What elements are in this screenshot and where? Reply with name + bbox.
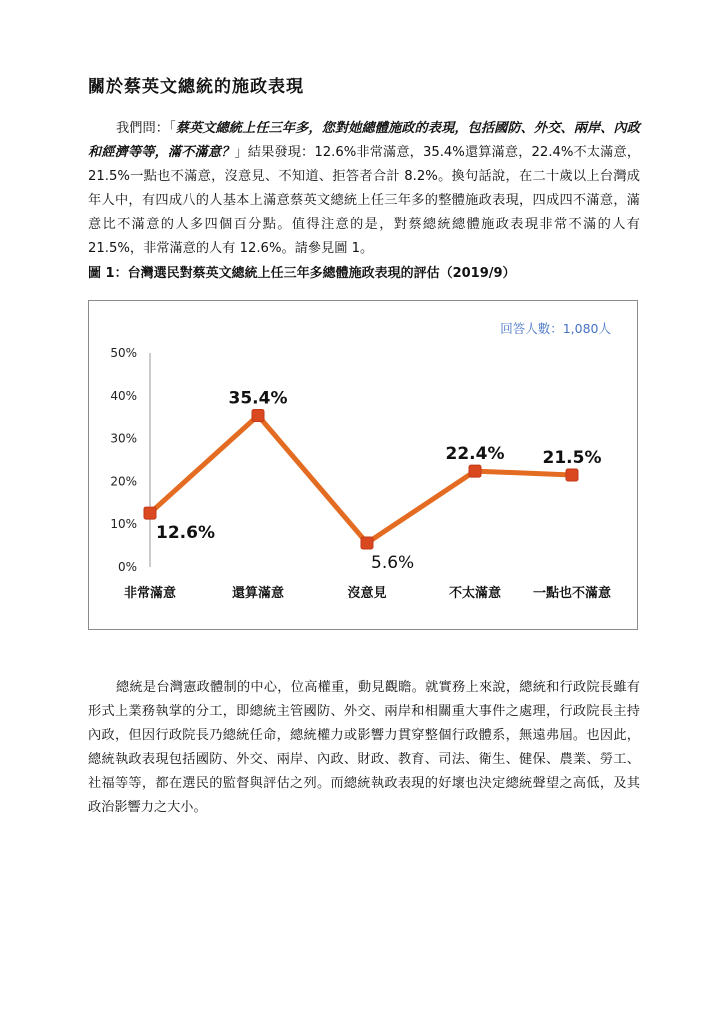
line-chart <box>89 301 637 629</box>
data-point <box>252 409 264 421</box>
data-point <box>566 469 578 481</box>
paragraph-1-rest: 」結果發現：12.6%非常滿意，35.4%還算滿意，22.4%不太滿意，21.5%一點也不滿意，沒意見、不知道、拒答者合計 8.2%。換句話說，在二十歲以上台灣成年人中，有四成八的人基本上滿意蔡英文總統上任三年多的整體施政表現，四成四不滿意，滿意比不滿意的人多四個百分點。值得注意的是，對蔡總統總體施政表現非常不滿的人有 21.5%，非常滿意的人有 12.6%。請參見圖 1。 <box>88 145 641 256</box>
y-tick-label: 20% <box>110 474 137 489</box>
paragraph-1-lead: 我們問：「 <box>116 121 176 136</box>
paragraph-2: 總統是台灣憲政體制的中心，位高權重，動見觀瞻。就實務上來說，總統和行政院長雖有形式上業務執掌的分工，即總統主管國防、外交、兩岸和相關重大事件之處理，行政院長主持內政，但因行政院長乃總統任命，總統權力或影響力貫穿整個行政體系，無遠弗屆。也因此，總統執政表現包括國防、外交、兩岸、內政、財政、教育、司法、衛生、健保、農業、勞工、社福等等，都在選民的監督與評估之列。而總統執政表現的好壞也決定總統聲望之高低，及其政治影響力之大小。 <box>88 680 640 815</box>
data-point <box>144 507 156 519</box>
x-category-label: 非常滿意 <box>123 586 177 601</box>
respondent-count-note: 回答人數：1,080人 <box>500 321 611 336</box>
x-category-label: 一點也不滿意 <box>532 586 612 601</box>
data-label: 22.4% <box>445 444 505 465</box>
x-category-label: 沒意見 <box>347 586 387 601</box>
data-label: 35.4% <box>228 388 288 409</box>
page-title: 關於蔡英文總統的施政表現 <box>88 77 304 97</box>
y-tick-label: 10% <box>110 517 137 532</box>
y-tick-label: 50% <box>110 346 137 360</box>
data-label: 5.6% <box>371 553 415 574</box>
data-label: 21.5% <box>542 447 602 468</box>
chart-container <box>88 300 638 630</box>
data-label: 12.6% <box>156 523 215 544</box>
data-point <box>361 537 373 549</box>
survey-question: 蔡英文總統上任三年多，您對她總體施政的表現，包括國防、外交、兩岸、內政和經濟等等，滿不滿意？ <box>88 121 640 160</box>
y-tick-label: 0% <box>117 560 137 574</box>
x-category-label: 還算滿意 <box>231 586 285 601</box>
y-tick-label: 40% <box>110 388 137 403</box>
x-category-label: 不太滿意 <box>448 586 502 601</box>
figure-caption: 圖 1：台灣選民對蔡英文總統上任三年多總體施政表現的評估（2019/9） <box>88 266 516 281</box>
paragraph-1 <box>88 117 640 261</box>
y-tick-label: 30% <box>110 431 137 446</box>
data-point <box>469 465 481 477</box>
